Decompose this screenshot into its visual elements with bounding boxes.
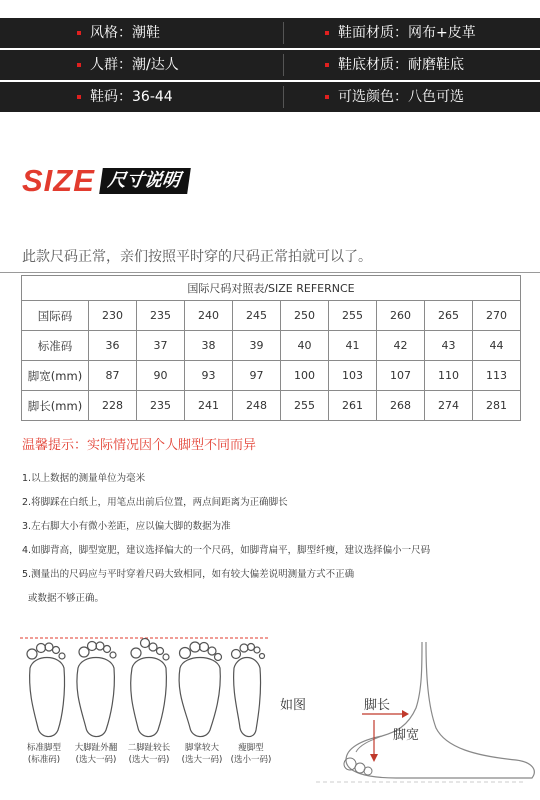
table-cell: 103 — [329, 361, 377, 391]
row-label: 脚长(mm) — [22, 391, 89, 421]
table-cell: 261 — [329, 391, 377, 421]
table-cell: 113 — [473, 361, 521, 391]
foot-label-slim — [223, 742, 279, 766]
table-cell: 230 — [89, 301, 137, 331]
table-cell: 255 — [281, 391, 329, 421]
foot-side-icon — [276, 636, 540, 786]
foot-standard-icon — [27, 643, 65, 737]
foot-type-advice: (选小一码) — [230, 755, 272, 765]
table-cell: 110 — [425, 361, 473, 391]
foot-slim-icon — [232, 644, 265, 737]
table-row — [22, 361, 521, 391]
foot-type-advice: (选大一码) — [75, 755, 117, 765]
table-cell: 265 — [425, 301, 473, 331]
table-row — [22, 301, 521, 331]
side-view-example-label: 如图 — [280, 698, 307, 713]
list-item: 5.测量出的尺码应与平时穿着尺码大致相同，如有较大偏差说明测量方式不正确 — [22, 569, 355, 580]
table-cell: 240 — [185, 301, 233, 331]
table-row — [22, 391, 521, 421]
list-item: 3.左右脚大小有微小差距，应以偏大脚的数据为准 — [22, 521, 231, 532]
foot-wide-icon — [179, 642, 221, 737]
footprints-svg — [20, 632, 270, 744]
table-cell: 250 — [281, 301, 329, 331]
table-cell: 38 — [185, 331, 233, 361]
table-row — [22, 331, 521, 361]
foot-second-toe-icon — [131, 639, 169, 737]
table-cell: 41 — [329, 331, 377, 361]
list-item: 1.以上数据的测量单位为毫米 — [22, 473, 146, 484]
table-cell: 40 — [281, 331, 329, 361]
table-cell: 255 — [329, 301, 377, 331]
measurement-notes — [22, 472, 430, 616]
table-cell: 270 — [473, 301, 521, 331]
foot-type-name: 二脚趾较长 — [127, 743, 171, 753]
spec-row — [0, 18, 540, 48]
table-cell: 228 — [89, 391, 137, 421]
foot-type-name: 脚掌较大 — [184, 743, 219, 753]
foot-label-bunion — [68, 742, 124, 766]
foot-label-wide — [174, 742, 230, 766]
foot-width-label: 脚宽 — [393, 728, 420, 743]
spec-row — [0, 82, 540, 112]
spec-upper-material: 鞋面材质：网布+皮革 — [270, 18, 540, 48]
list-item: 4.如脚背高，脚型宽肥，建议选择偏大的一个尺码，如脚背扁平，脚型纤瘦，建议选择偏小一尺码 — [22, 545, 431, 556]
foot-label-second-toe — [121, 742, 177, 766]
table-cell: 245 — [233, 301, 281, 331]
foot-label-standard — [16, 742, 72, 766]
table-cell: 100 — [281, 361, 329, 391]
width-arrow-head — [370, 754, 378, 762]
table-cell: 39 — [233, 331, 281, 361]
table-cell: 36 — [89, 331, 137, 361]
table-caption: 国际尺码对照表/SIZE REFERNCE — [22, 276, 521, 301]
foot-bunion-icon — [77, 642, 116, 737]
list-item — [22, 592, 430, 616]
table-cell: 248 — [233, 391, 281, 421]
spec-audience: 人群：潮/达人 — [0, 50, 270, 80]
table-cell: 87 — [89, 361, 137, 391]
table-cell: 37 — [137, 331, 185, 361]
foot-type-advice: (标准码) — [27, 755, 61, 765]
table-cell: 241 — [185, 391, 233, 421]
size-table — [21, 275, 521, 421]
note-continuation: 或数据不够正确。 — [28, 593, 105, 604]
foot-type-advice: (选大一码) — [128, 755, 170, 765]
spec-row — [0, 50, 540, 80]
list-item: 2.将脚踩在白纸上，用笔点出前后位置，两点间距离为正确脚长 — [22, 497, 288, 508]
row-label: 脚宽(mm) — [22, 361, 89, 391]
foot-type-name: 标准脚型 — [26, 743, 61, 753]
spec-style: 风格：潮鞋 — [0, 18, 270, 48]
warm-tip: 温馨提示：实际情况因个人脚型不同而异 — [22, 438, 257, 453]
foot-type-name: 瘦脚型 — [238, 743, 264, 753]
table-cell: 260 — [377, 301, 425, 331]
row-label: 标准码 — [22, 331, 89, 361]
length-arrow-head — [402, 710, 409, 718]
table-cell: 90 — [137, 361, 185, 391]
table-cell: 274 — [425, 391, 473, 421]
foot-type-labels — [20, 742, 270, 772]
table-cell: 42 — [377, 331, 425, 361]
foot-length-label: 脚长 — [364, 698, 391, 713]
table-cell: 107 — [377, 361, 425, 391]
foot-type-advice: (选大一码) — [181, 755, 223, 765]
foot-type-name: 大脚趾外翻 — [74, 743, 118, 753]
size-title: SIZE — [22, 163, 95, 198]
row-label: 国际码 — [22, 301, 89, 331]
spec-colors: 可选颜色：八色可选 — [270, 82, 540, 112]
spec-size-range: 鞋码：36-44 — [0, 82, 270, 112]
table-cell: 235 — [137, 301, 185, 331]
table-cell: 268 — [377, 391, 425, 421]
size-subtitle: 尺寸说明 — [99, 168, 191, 194]
spec-sole-material: 鞋底材质：耐磨鞋底 — [270, 50, 540, 80]
table-cell: 43 — [425, 331, 473, 361]
table-cell: 235 — [137, 391, 185, 421]
table-caption-row — [22, 276, 521, 301]
side-view-measurement — [276, 636, 540, 786]
divider — [0, 272, 540, 273]
table-cell: 44 — [473, 331, 521, 361]
size-header — [22, 163, 189, 198]
table-cell: 97 — [233, 361, 281, 391]
intro-text: 此款尺码正常，亲们按照平时穿的尺码正常拍就可以了。 — [22, 249, 372, 265]
table-cell: 281 — [473, 391, 521, 421]
table-cell: 93 — [185, 361, 233, 391]
